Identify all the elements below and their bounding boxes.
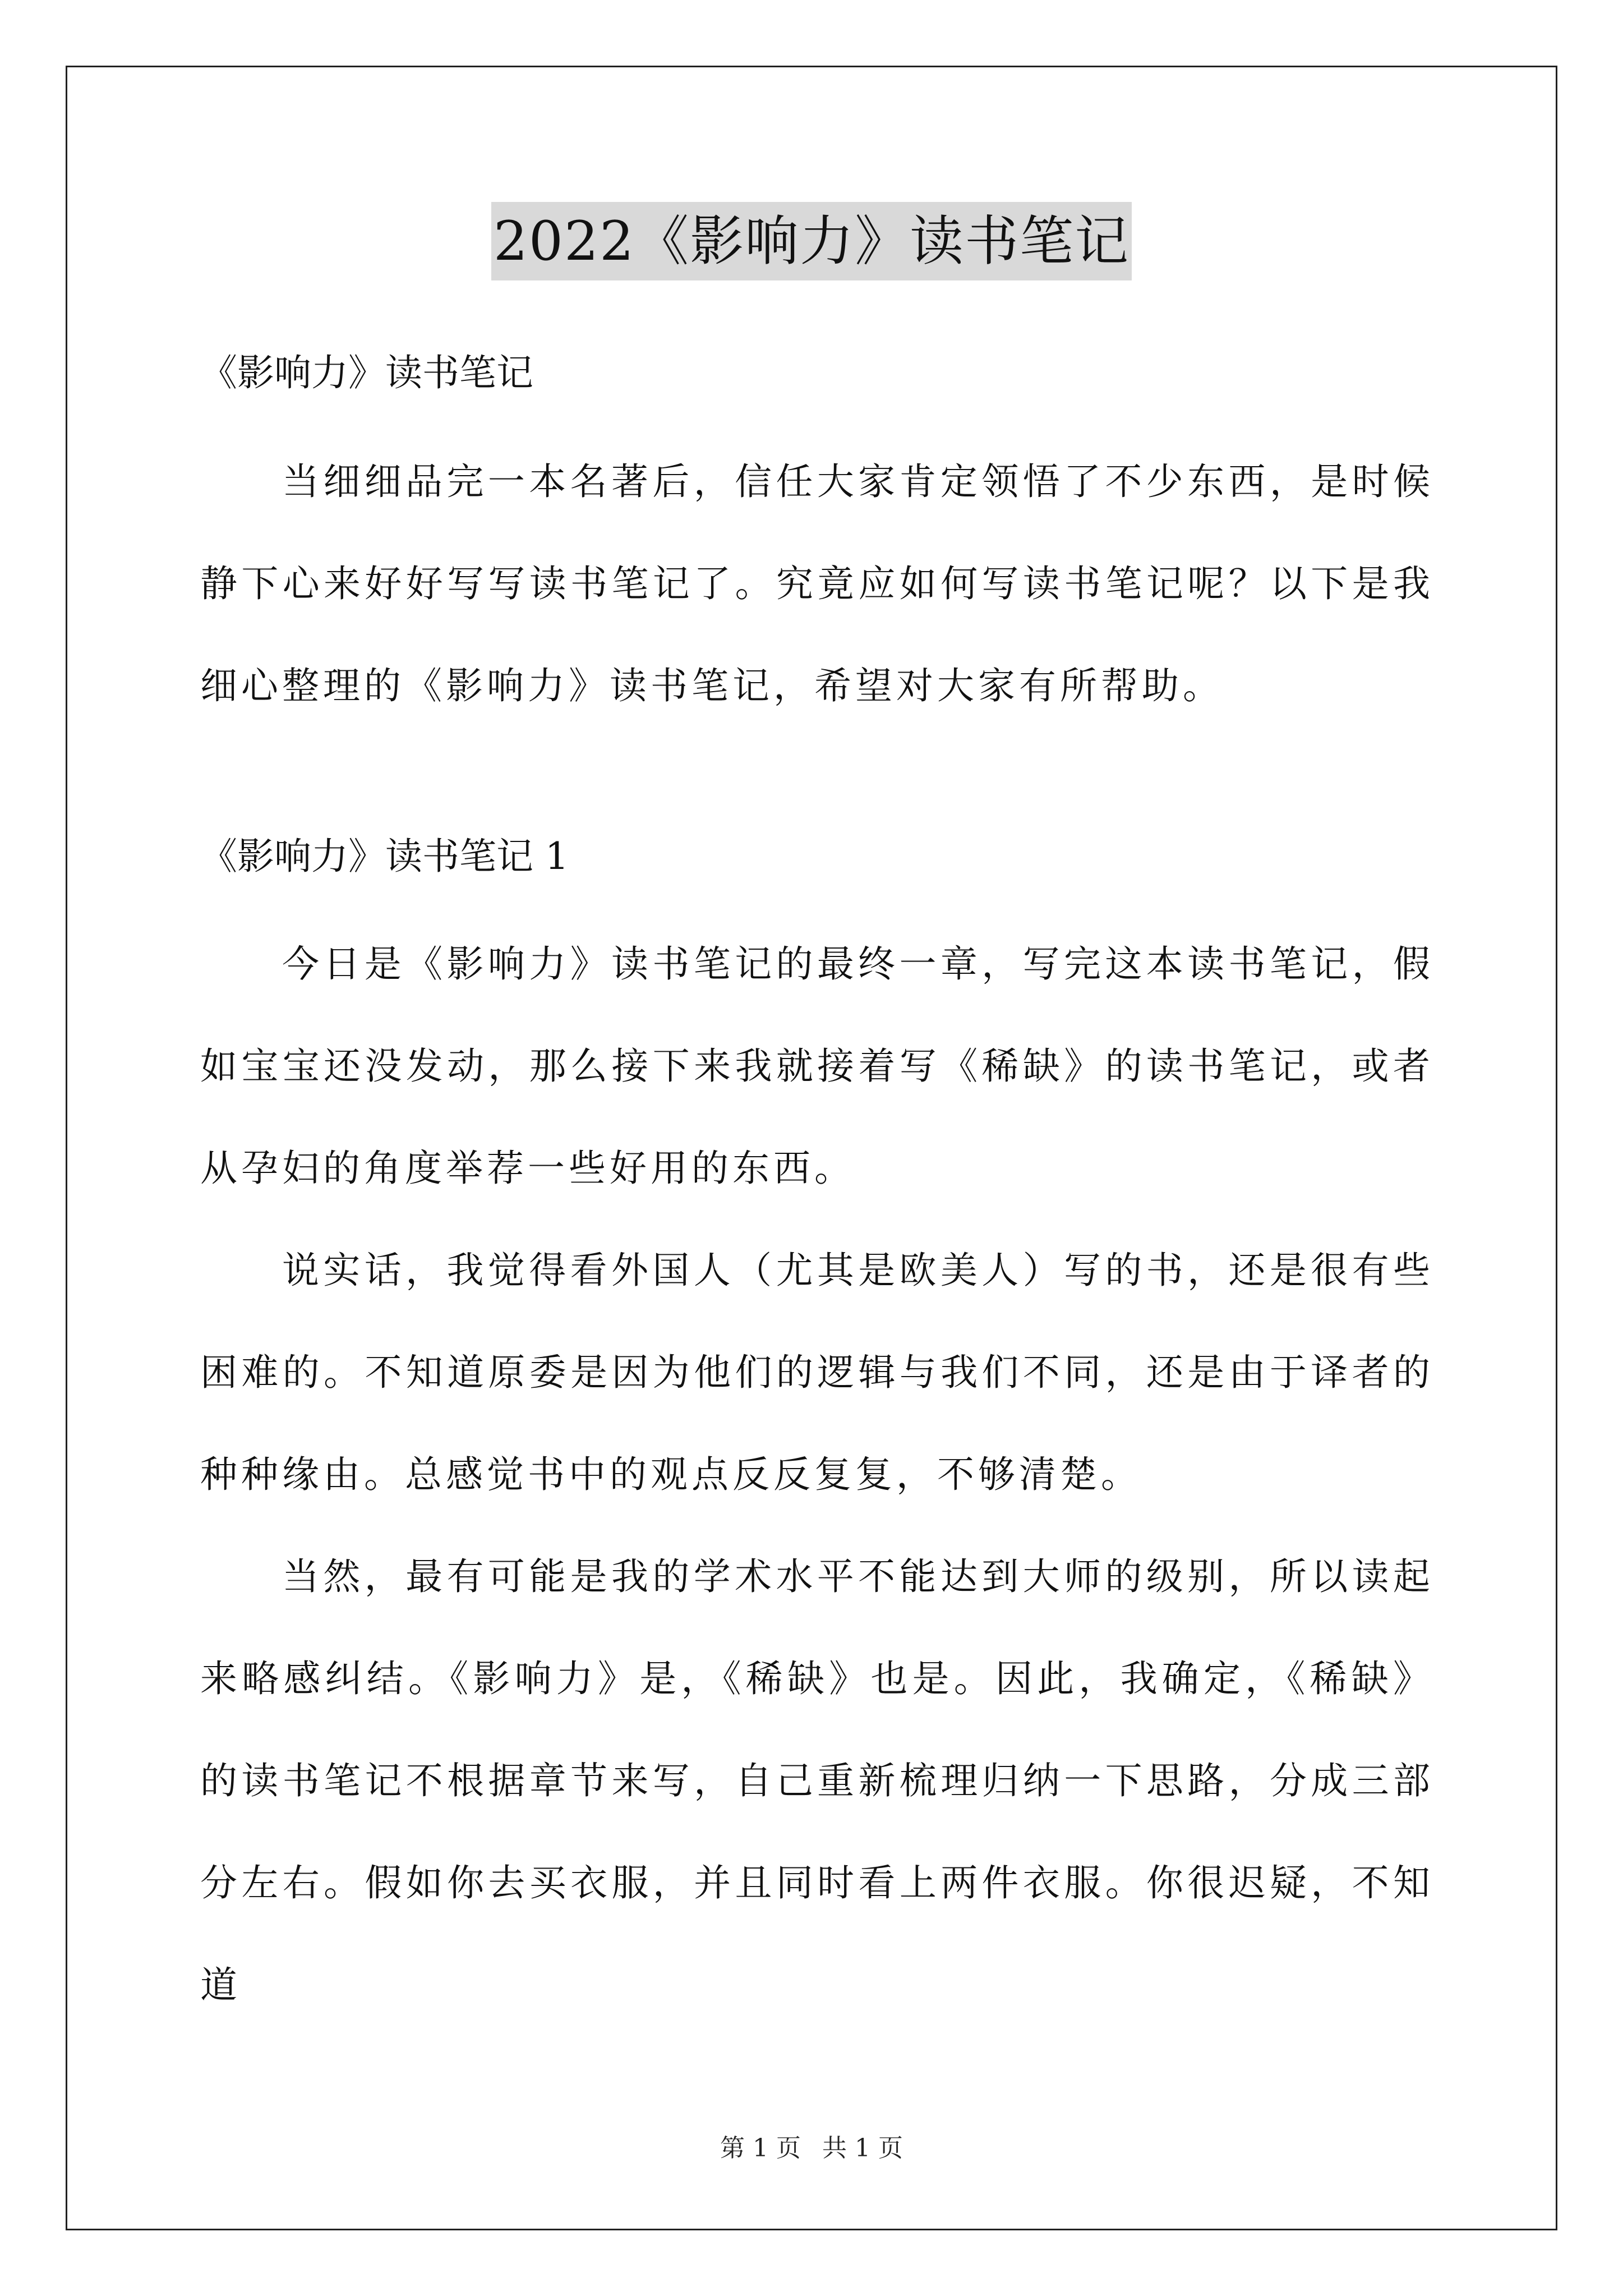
title-container [0, 202, 1623, 280]
section-heading: 《影响力》读书笔记 1 [200, 835, 569, 878]
page-footer [0, 2132, 1623, 2165]
body-paragraph: 今日是《影响力》读书笔记的最终一章，写完这本读书笔记，假如宝宝还没发动，那么接下来我就接着写《稀缺》的读书笔记，或者从孕妇的角度举荐一些好用的东西。 [200, 942, 1434, 1190]
document-body [200, 348, 1434, 2036]
body-paragraph: 当然，最有可能是我的学术水平不能达到大师的级别，所以读起来略感纠结。《影响力》是，《稀缺》也是。因此，我确定，《稀缺》的读书笔记不根据章节来写，自己重新梳理归纳一下思路，分成三部分左右。假如你去买衣服，并且同时看上两件衣服。你很迟疑，不知道 [200, 1555, 1434, 2007]
page-number: 第 1 页 [720, 2134, 801, 2162]
intro-heading: 《影响力》读书笔记 [200, 351, 533, 394]
page-total: 共 1 页 [822, 2134, 903, 2162]
intro-paragraph: 当细细品完一本名著后，信任大家肯定领悟了不少东西，是时候静下心来好好写写读书笔记了。究竟应如何写读书笔记呢？以下是我细心整理的《影响力》读书笔记，希望对大家有所帮助。 [200, 460, 1434, 707]
body-paragraph: 说实话，我觉得看外国人（尤其是欧美人）写的书，还是很有些困难的。不知道原委是因为他们的逻辑与我们不同，还是由于译者的种种缘由。总感觉书中的观点反反复复，不够清楚。 [200, 1249, 1434, 1496]
document-title: 2022《影响力》读书笔记 [491, 202, 1132, 280]
